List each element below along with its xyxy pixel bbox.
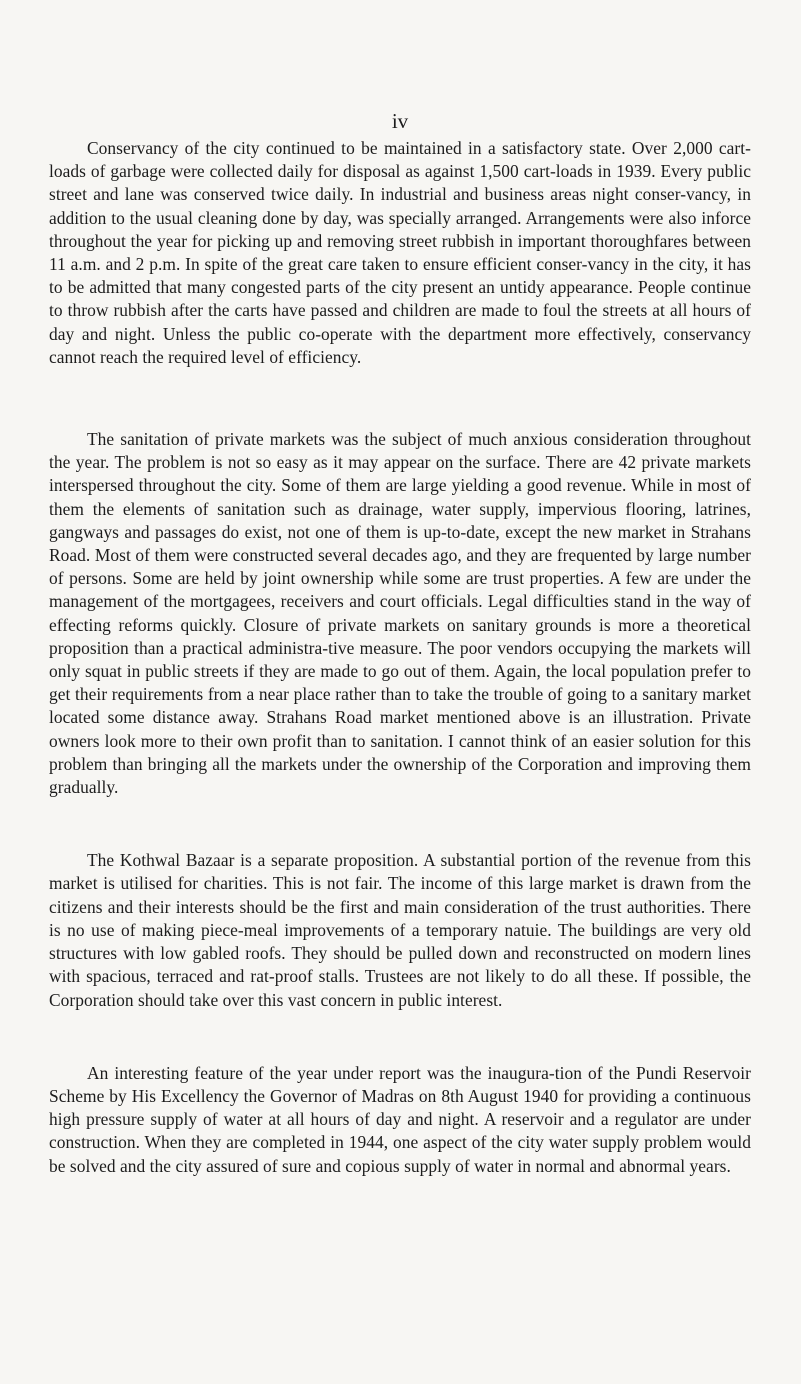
paragraph-private-markets: The sanitation of private markets was the subject of much anxious consideration throughout the year. The problem is not so easy as it may appear on the surface. There are 42 private markets interspersed throughout the city. Some of them are large yielding a good revenue. While in most of them the elements of sanitation such as drainage, water supply, impervious flooring, latrines, gangways and passages do exist, not one of them is up-to-date, except the new market in Strahans Road. Most of them were constructed several decades ago, and they are frequented by large number of persons. Some are held by joint ownership while some are trust properties. A few are under the management of the mortgagees, receivers and court officials. Legal difficulties stand in the way of effecting reforms quickly. Closure of private markets on sanitary grounds is more a theoretical proposition than a practical administra-tive measure. The poor vendors occupying the markets will only squat in public streets if they are made to go out of them. Again, the local population prefer to get their requirements from a near place rather than to take the trouble of going to a sanitary market located some distance away. Strahans Road market mentioned above is an illustration. Private owners look more to their own profit than to sanitation. I cannot think of an easier solution for this problem than bringing all the markets under the ownership of the Corporation and improving them gradually. [49, 429, 751, 798]
paragraph-conservancy: Conservancy of the city continued to be maintained in a satisfactory state. Over 2,000 cart-loads of garbage were collected daily for disposal as against 1,500 cart-loads in 1939. Every public street and lane was conserved twice daily. In industrial and business areas night conser-vancy, in addition to the usual cleaning done by day, was specially arranged. Arrangements were also inforce throughout the year for picking up and removing street rubbish in important thoroughfares between 11 a.m. and 2 p.m. In spite of the great care taken to ensure efficient conser-vancy in the city, it has to be admitted that many congested parts of the city present an untidy appearance. People continue to throw rubbish after the carts have passed and children are made to foul the streets at all hours of day and night. Unless the public co-operate with the department more effectively, conservancy cannot reach the required level of efficiency. [49, 138, 751, 367]
paragraph-pundi-reservoir: An interesting feature of the year under report was the inaugura-tion of the Pundi Reservoir Scheme by His Excellency the Governor of Madras on 8th August 1940 for providing a continuous high pressure supply of water at all hours of day and night. A reservoir and a regulator are under construction. When they are completed in 1944, one aspect of the city water supply problem would be solved and the city assured of sure and copious supply of water in normal and abnormal years. [49, 1062, 751, 1176]
paragraph-kothwal-bazaar: The Kothwal Bazaar is a separate proposition. A substantial portion of the revenue from this market is utilised for charities. This is not fair. The income of this large market is drawn from the citizens and their interests should be the first and main consideration of the trust authorities. There is no use of making piece-meal improvements of a temporary natuie. The buildings are very old structures with low gabled roofs. They should be pulled down and reconstructed on modern lines with spacious, terraced and rat-proof stalls. Trustees are not likely to do all these. If possible, the Corporation should take over this vast concern in public interest. [49, 850, 751, 1010]
page-number: iv [391, 109, 409, 133]
